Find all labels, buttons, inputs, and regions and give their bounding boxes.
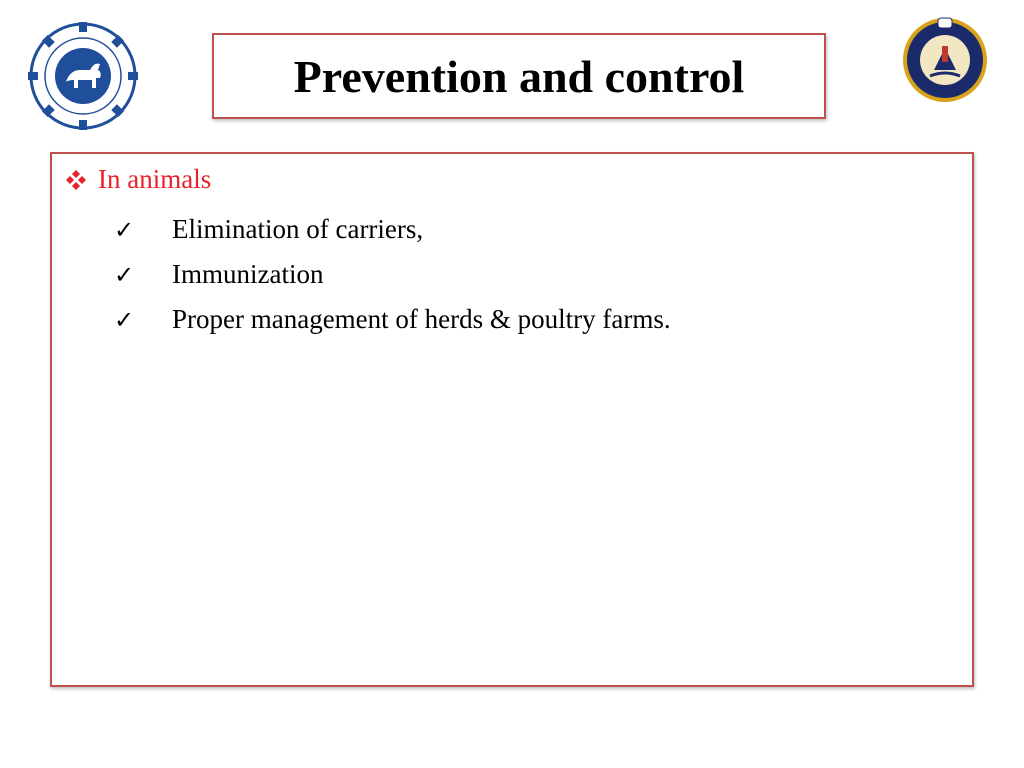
section-heading-row <box>64 164 211 195</box>
list-item-text: Elimination of carriers, <box>172 214 424 244</box>
check-list <box>114 207 671 342</box>
title-box <box>212 33 826 119</box>
section-heading: In animals <box>98 164 212 194</box>
list-item-text: Proper management of herds & poultry farms. <box>172 304 671 334</box>
content-box <box>50 152 974 687</box>
college-emblem <box>898 12 992 104</box>
list-item <box>114 207 671 252</box>
check-mark-icon: ✓ <box>114 305 135 334</box>
four-diamond-bullet-icon <box>64 168 88 192</box>
list-item <box>114 297 671 342</box>
slide-title: Prevention and control <box>293 50 745 102</box>
check-mark-icon: ✓ <box>114 260 135 289</box>
list-item-text: Immunization <box>172 259 324 289</box>
check-mark-icon: ✓ <box>114 215 135 244</box>
university-logo <box>28 22 138 130</box>
list-item <box>114 252 671 297</box>
